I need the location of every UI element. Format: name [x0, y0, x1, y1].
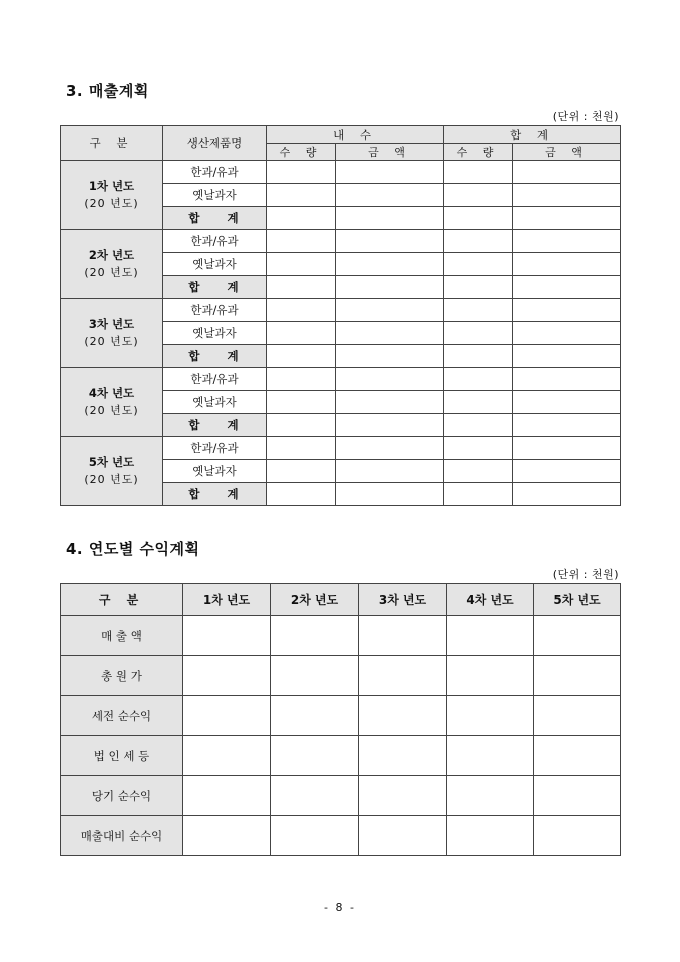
value-cell[interactable] [267, 460, 336, 483]
value-cell[interactable] [447, 776, 534, 816]
value-cell[interactable] [513, 460, 621, 483]
value-cell[interactable] [513, 299, 621, 322]
value-cell[interactable] [444, 184, 513, 207]
header-year: 1차 년도 [183, 584, 271, 616]
value-cell[interactable] [183, 736, 271, 776]
subtotal-label: 합 계 [163, 345, 267, 368]
year-name: 2차 년도 [88, 248, 135, 262]
value-cell[interactable] [336, 437, 444, 460]
value-cell[interactable] [267, 276, 336, 299]
value-cell[interactable] [359, 696, 447, 736]
value-cell[interactable] [359, 736, 447, 776]
year-sub: (20 년도) [84, 266, 139, 279]
value-cell[interactable] [534, 736, 621, 776]
value-cell[interactable] [447, 696, 534, 736]
year-row [61, 230, 621, 253]
value-cell[interactable] [267, 230, 336, 253]
year-sub: (20 년도) [84, 473, 139, 486]
subtotal-label: 합 계 [163, 276, 267, 299]
product-name: 한과/유과 [163, 161, 267, 184]
value-cell[interactable] [336, 299, 444, 322]
row-label: 총 원 가 [61, 656, 183, 696]
year-sub: (20 년도) [84, 197, 139, 210]
year-label [61, 368, 163, 437]
value-cell[interactable] [444, 253, 513, 276]
row-label: 매 출 액 [61, 616, 183, 656]
subtotal-label: 합 계 [163, 414, 267, 437]
header-year: 3차 년도 [359, 584, 447, 616]
year-name: 1차 년도 [88, 179, 135, 193]
sales-plan-table [60, 125, 621, 506]
subtotal-label: 합 계 [163, 207, 267, 230]
value-cell[interactable] [267, 253, 336, 276]
row-label: 법 인 세 등 [61, 736, 183, 776]
value-cell[interactable] [534, 776, 621, 816]
value-cell[interactable] [183, 696, 271, 736]
value-cell[interactable] [513, 414, 621, 437]
value-cell[interactable] [267, 437, 336, 460]
product-name: 한과/유과 [163, 299, 267, 322]
value-cell[interactable] [444, 483, 513, 506]
value-cell[interactable] [267, 483, 336, 506]
header-amount: 금 액 [513, 144, 621, 161]
year-name: 5차 년도 [88, 455, 135, 469]
value-cell[interactable] [447, 816, 534, 856]
value-cell[interactable] [267, 345, 336, 368]
value-cell[interactable] [336, 322, 444, 345]
section4-title: 4. 연도별 수익계획 [66, 540, 200, 558]
header-product: 생산제품명 [163, 126, 267, 161]
product-name: 옛날과자 [163, 391, 267, 414]
value-cell[interactable] [336, 161, 444, 184]
value-cell[interactable] [444, 437, 513, 460]
value-cell[interactable] [359, 816, 447, 856]
value-cell[interactable] [359, 776, 447, 816]
value-cell[interactable] [513, 230, 621, 253]
profit-row [61, 696, 621, 736]
value-cell[interactable] [513, 322, 621, 345]
profit-row [61, 616, 621, 656]
value-cell[interactable] [534, 696, 621, 736]
value-cell[interactable] [271, 736, 359, 776]
value-cell[interactable] [271, 776, 359, 816]
profit-row [61, 656, 621, 696]
header-domestic: 내 수 [267, 126, 444, 144]
header-year: 4차 년도 [447, 584, 534, 616]
value-cell[interactable] [513, 483, 621, 506]
value-cell[interactable] [444, 161, 513, 184]
year-row [61, 299, 621, 322]
value-cell[interactable] [444, 460, 513, 483]
value-cell[interactable] [534, 616, 621, 656]
header-category: 구 분 [61, 584, 183, 616]
year-label [61, 299, 163, 368]
profit-row [61, 736, 621, 776]
value-cell[interactable] [267, 299, 336, 322]
value-cell[interactable] [513, 207, 621, 230]
section3-unit: (단위 : 천원) [552, 110, 619, 123]
product-name: 옛날과자 [163, 460, 267, 483]
subtotal-label: 합 계 [163, 483, 267, 506]
year-row [61, 161, 621, 184]
value-cell[interactable] [183, 656, 271, 696]
value-cell[interactable] [336, 460, 444, 483]
product-name: 한과/유과 [163, 437, 267, 460]
value-cell[interactable] [513, 253, 621, 276]
profit-plan-table [60, 583, 621, 856]
row-label: 세전 순수익 [61, 696, 183, 736]
value-cell[interactable] [336, 276, 444, 299]
value-cell[interactable] [267, 207, 336, 230]
value-cell[interactable] [444, 207, 513, 230]
year-sub: (20 년도) [84, 404, 139, 417]
product-name: 한과/유과 [163, 368, 267, 391]
header-total: 합 계 [444, 126, 621, 144]
value-cell[interactable] [444, 345, 513, 368]
year-row [61, 437, 621, 460]
value-cell[interactable] [267, 368, 336, 391]
product-name: 옛날과자 [163, 322, 267, 345]
value-cell[interactable] [336, 368, 444, 391]
year-label [61, 161, 163, 230]
value-cell[interactable] [183, 816, 271, 856]
value-cell[interactable] [447, 736, 534, 776]
product-name: 옛날과자 [163, 253, 267, 276]
year-label [61, 437, 163, 506]
value-cell[interactable] [271, 816, 359, 856]
value-cell[interactable] [183, 776, 271, 816]
value-cell[interactable] [447, 656, 534, 696]
value-cell[interactable] [444, 299, 513, 322]
value-cell[interactable] [336, 207, 444, 230]
value-cell[interactable] [444, 414, 513, 437]
value-cell[interactable] [444, 276, 513, 299]
year-row [61, 368, 621, 391]
value-cell[interactable] [336, 345, 444, 368]
value-cell[interactable] [359, 656, 447, 696]
value-cell[interactable] [271, 656, 359, 696]
product-name: 옛날과자 [163, 184, 267, 207]
value-cell[interactable] [534, 656, 621, 696]
section3-title: 3. 매출계획 [66, 82, 149, 100]
value-cell[interactable] [267, 391, 336, 414]
year-name: 3차 년도 [88, 317, 135, 331]
value-cell[interactable] [513, 345, 621, 368]
value-cell[interactable] [444, 322, 513, 345]
value-cell[interactable] [444, 391, 513, 414]
value-cell[interactable] [271, 616, 359, 656]
value-cell[interactable] [444, 368, 513, 391]
value-cell[interactable] [444, 230, 513, 253]
header-amount: 금 액 [336, 144, 444, 161]
value-cell[interactable] [267, 322, 336, 345]
value-cell[interactable] [513, 184, 621, 207]
header-category: 구 분 [61, 126, 163, 161]
value-cell[interactable] [513, 391, 621, 414]
value-cell[interactable] [336, 414, 444, 437]
value-cell[interactable] [336, 391, 444, 414]
value-cell[interactable] [336, 184, 444, 207]
year-name: 4차 년도 [88, 386, 135, 400]
header-quantity: 수 량 [444, 144, 513, 161]
header-quantity: 수 량 [267, 144, 336, 161]
product-name: 한과/유과 [163, 230, 267, 253]
value-cell[interactable] [336, 253, 444, 276]
section4-unit: (단위 : 천원) [552, 568, 619, 581]
value-cell[interactable] [513, 437, 621, 460]
value-cell[interactable] [271, 696, 359, 736]
value-cell[interactable] [336, 483, 444, 506]
value-cell[interactable] [513, 161, 621, 184]
value-cell[interactable] [447, 616, 534, 656]
value-cell[interactable] [267, 184, 336, 207]
header-year: 5차 년도 [534, 584, 621, 616]
value-cell[interactable] [267, 414, 336, 437]
value-cell[interactable] [534, 816, 621, 856]
profit-row [61, 776, 621, 816]
row-label: 당기 순수익 [61, 776, 183, 816]
value-cell[interactable] [359, 616, 447, 656]
profit-row [61, 816, 621, 856]
value-cell[interactable] [183, 616, 271, 656]
value-cell[interactable] [513, 368, 621, 391]
year-label [61, 230, 163, 299]
row-label: 매출대비 순수익 [61, 816, 183, 856]
value-cell[interactable] [336, 230, 444, 253]
header-year: 2차 년도 [271, 584, 359, 616]
year-sub: (20 년도) [84, 335, 139, 348]
value-cell[interactable] [267, 161, 336, 184]
page-number: - 8 - [324, 901, 356, 914]
value-cell[interactable] [513, 276, 621, 299]
